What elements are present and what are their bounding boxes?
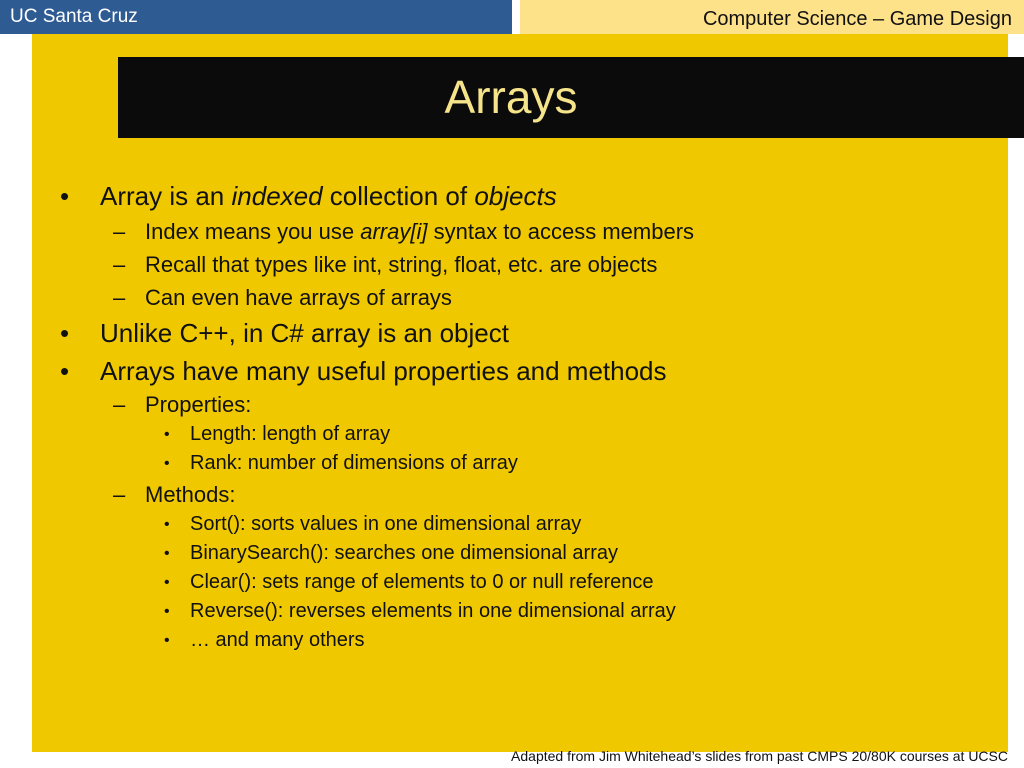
bullet-level-3: [164, 629, 365, 652]
bullet-level-2: [113, 392, 252, 418]
bullet-text: Can even have arrays of arrays: [145, 285, 452, 310]
bullet-text: Array is an: [100, 181, 232, 211]
bullet-text: Methods:: [145, 482, 236, 507]
bullet-text: Clear(): sets range of elements to 0 or null reference: [190, 571, 654, 593]
bullet-marker: •: [164, 574, 170, 591]
bullet-marker: –: [113, 392, 126, 417]
bullet-level-2: [113, 285, 452, 311]
bullet-marker: •: [164, 516, 170, 533]
bullet-level-2: [113, 482, 236, 508]
bullet-level-3: [164, 571, 654, 594]
bullet-level-3: [164, 513, 582, 536]
course-label: Computer Science – Game Design: [702, 8, 1012, 30]
bullet-marker: •: [60, 356, 70, 386]
bullet-text: array[i]: [360, 219, 428, 244]
bullet-text: syntax to access members: [427, 219, 695, 244]
bullet-level-3: [164, 600, 676, 623]
bullet-marker: •: [60, 318, 70, 348]
bullet-level-3: [164, 423, 391, 446]
bullet-level-3: [164, 452, 518, 475]
bullet-text: BinarySearch(): searches one dimensional array: [190, 542, 618, 564]
bullet-text: Unlike C++, in C# array is an object: [100, 318, 509, 348]
bullet-text: Arrays have many useful properties and methods: [100, 356, 667, 386]
bullet-text: … and many others: [190, 629, 365, 651]
bullet-marker: –: [113, 252, 126, 277]
bullet-level-2: [113, 219, 695, 245]
bullet-text: Length: length of array: [190, 423, 391, 445]
bullet-marker: –: [113, 285, 126, 310]
bullet-marker: •: [164, 426, 170, 443]
bullet-marker: •: [164, 603, 170, 620]
bullet-marker: –: [113, 482, 126, 507]
institution-label: UC Santa Cruz: [10, 6, 138, 27]
bullet-marker: –: [113, 219, 126, 244]
bullet-text: Properties:: [145, 392, 252, 417]
bullet-level-1: [60, 356, 667, 387]
bullet-level-3: [164, 542, 618, 565]
bullet-marker: •: [60, 181, 70, 211]
bullet-marker: •: [164, 632, 170, 649]
bullet-marker: •: [164, 455, 170, 472]
bullet-text: Reverse(): reverses elements in one dimensional array: [190, 600, 676, 622]
bullet-level-1: [60, 318, 509, 349]
footer-credit: Adapted from Jim Whitehead’s slides from past CMPS 20/80K courses at UCSC: [511, 748, 1008, 764]
bullet-text: objects: [474, 181, 557, 211]
bullet-text: Index means you use: [145, 219, 361, 244]
bullet-text: Sort(): sorts values in one dimensional array: [190, 513, 582, 535]
bullet-level-1: [60, 181, 557, 212]
bullet-text: indexed: [231, 181, 323, 211]
bullet-level-2: [113, 252, 658, 278]
bullet-text: collection of: [322, 181, 475, 211]
bullet-text: Rank: number of dimensions of array: [190, 452, 518, 474]
bullet-marker: •: [164, 545, 170, 562]
bullet-text: Recall that types like int, string, float, etc. are objects: [145, 252, 658, 277]
slide-title: Arrays: [444, 71, 578, 123]
